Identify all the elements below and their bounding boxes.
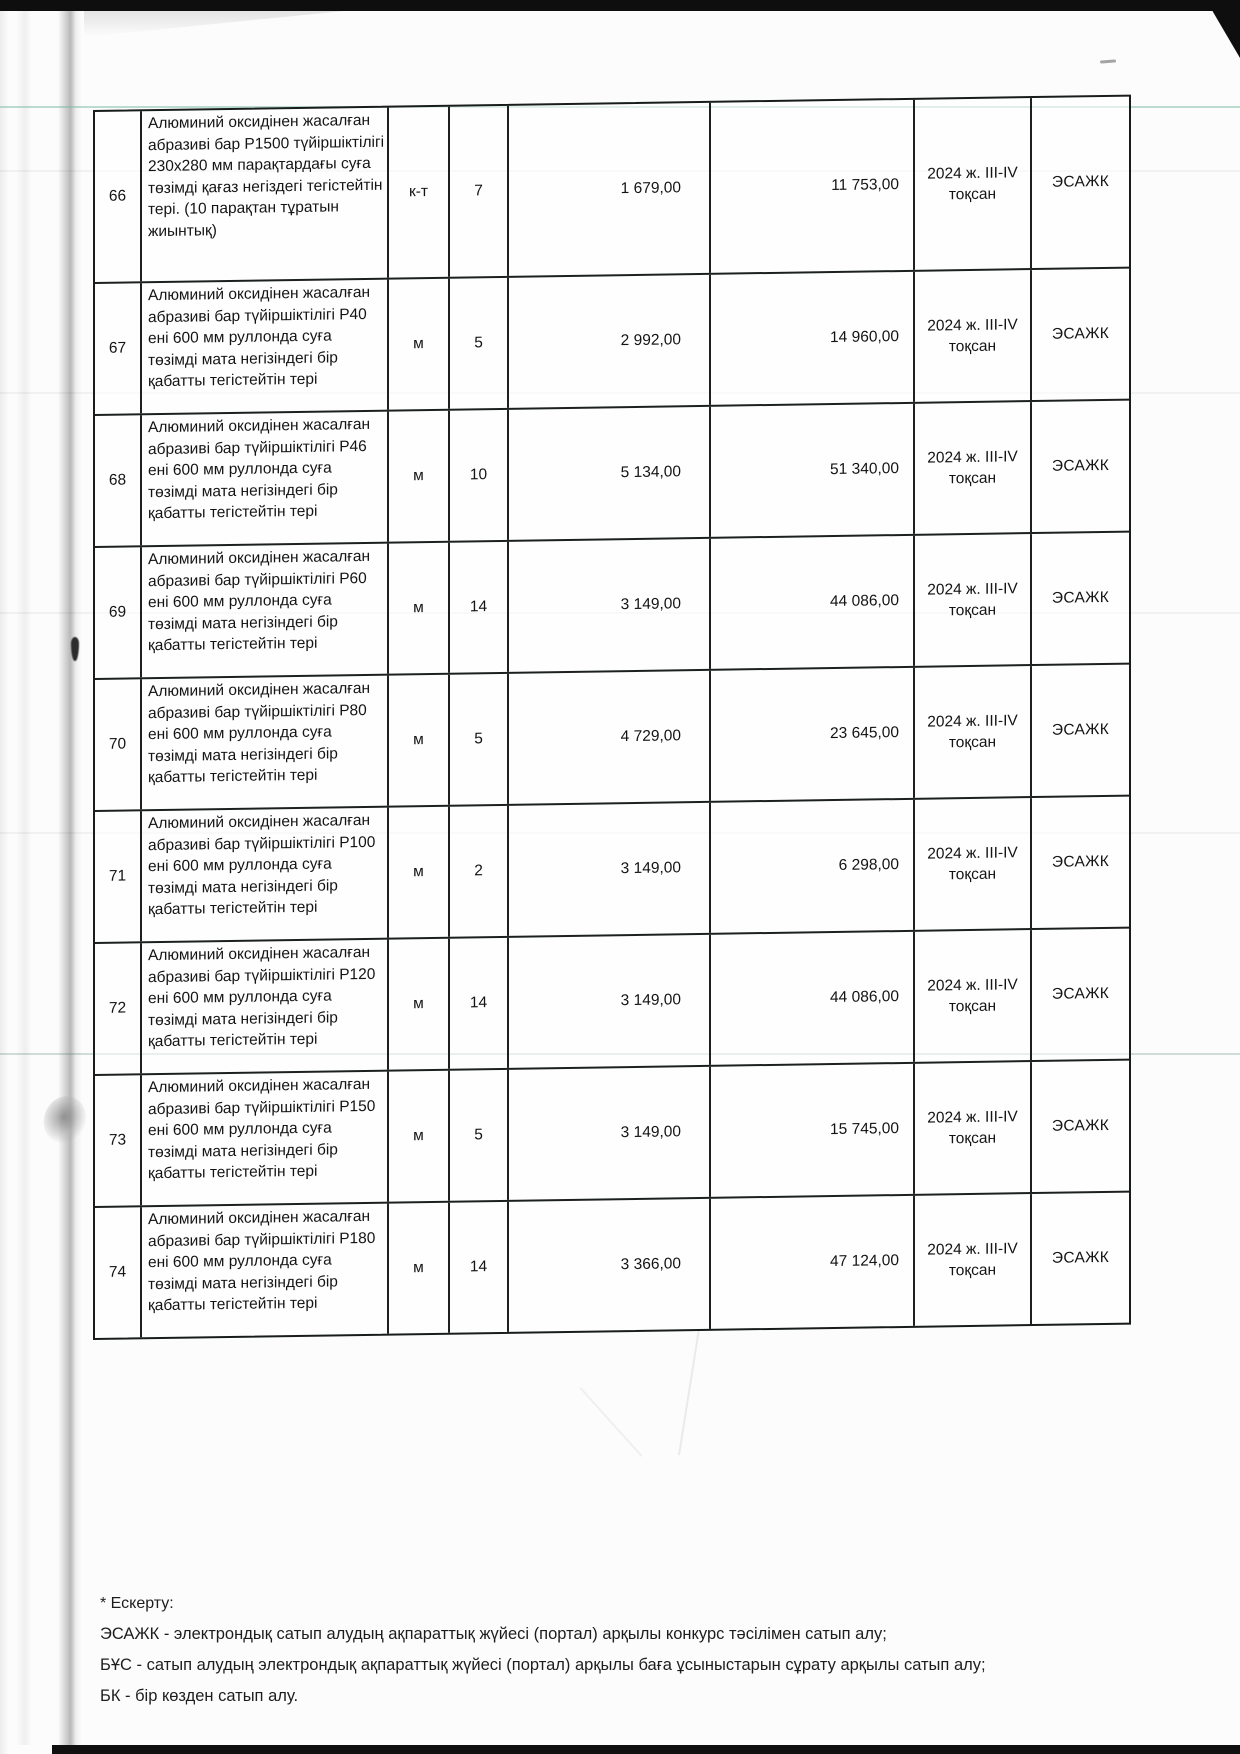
total-price-value: 11 753,00 xyxy=(831,176,899,195)
delivery-period-value: 2024 ж. III-IV тоқсан xyxy=(927,163,1018,204)
unit-price-cell xyxy=(509,935,711,1068)
total-price-cell xyxy=(711,1196,915,1329)
total-price-value: 44 086,00 xyxy=(830,592,899,611)
quantity-cell xyxy=(450,106,509,277)
quantity-value: 10 xyxy=(469,466,488,484)
delivery-period-cell xyxy=(915,1194,1032,1326)
item-description: Алюминий оксидінен жасалған абразиві бар түйіршіктілігі P180 ені 600 мм руллонда суға төзімді мата негізіндегі бір қабатты тегістейтін тері xyxy=(148,1207,376,1315)
item-description-cell xyxy=(142,544,389,678)
unit-of-measure: м xyxy=(413,599,424,617)
unit-price-cell xyxy=(509,1199,711,1332)
table-row xyxy=(95,1193,1129,1338)
row-number: 68 xyxy=(108,471,127,490)
delivery-period-value: 2024 ж. III-IV тоқсан xyxy=(927,447,1018,488)
procurement-method-value: ЭСАЖК xyxy=(1051,589,1110,608)
row-number: 71 xyxy=(108,867,127,886)
delivery-period-value: 2024 ж. III-IV тоқсан xyxy=(927,843,1018,884)
delivery-period-value: 2024 ж. III-IV тоқсан xyxy=(927,1107,1018,1148)
page-fold-shadow xyxy=(58,11,82,1745)
quantity-value: 5 xyxy=(474,1126,483,1144)
quantity-cell xyxy=(450,1202,509,1333)
unit-price-cell xyxy=(509,803,711,936)
unit-of-measure-cell xyxy=(389,675,450,806)
delivery-period-cell xyxy=(915,402,1032,534)
paper-crease xyxy=(579,1387,642,1457)
item-description: Алюминий оксидінен жасалған абразиві бар түйіршіктілігі P40 ені 600 мм руллонда суға төзімді мата негізіндегі бір қабатты тегістейтін тері xyxy=(148,283,371,391)
procurement-method-value: ЭСАЖК xyxy=(1051,325,1110,344)
item-description: Алюминий оксидінен жасалған абразиві бар түйіршіктілігі P150 ені 600 мм руллонда суға төзімді мата негізіндегі бір қабатты тегістейтін тері xyxy=(148,1075,376,1183)
unit-price-value: 1 679,00 xyxy=(620,179,681,198)
unit-price-cell xyxy=(509,539,711,672)
scanner-edge-bottom xyxy=(52,1745,1240,1754)
unit-price-value: 3 149,00 xyxy=(620,595,681,614)
quantity-cell xyxy=(450,410,509,541)
row-number: 66 xyxy=(108,187,127,206)
quantity-cell xyxy=(450,806,509,937)
table-row xyxy=(95,1061,1129,1208)
item-description-cell xyxy=(142,280,389,414)
unit-of-measure-cell xyxy=(389,1071,450,1202)
item-description-cell xyxy=(142,412,389,546)
delivery-period-value: 2024 ж. III-IV тоқсан xyxy=(927,1239,1018,1280)
unit-price-value: 3 149,00 xyxy=(620,991,681,1010)
delivery-period-cell xyxy=(915,666,1032,798)
quantity-value: 7 xyxy=(474,182,483,200)
row-number-cell xyxy=(95,1207,142,1338)
row-number-cell xyxy=(95,111,142,282)
unit-price-value: 2 992,00 xyxy=(620,331,681,350)
row-number-cell xyxy=(95,811,142,942)
quantity-cell xyxy=(450,542,509,673)
unit-of-measure-cell xyxy=(389,411,450,542)
quantity-cell xyxy=(450,938,509,1069)
footnote-line: ЭСАЖК - электрондық сатып алудың ақпараттық жүйесі (портал) арқылы конкурс тәсілімен сатып алу; xyxy=(100,1625,887,1643)
footnote-line: БҰС - сатып алудың электрондық ақпараттық жүйесі (портал) арқылы баға ұсыныстарын сұрату арқылы сатып алу; xyxy=(100,1656,986,1674)
quantity-value: 14 xyxy=(469,598,488,616)
total-price-value: 14 960,00 xyxy=(830,328,899,347)
item-description-cell xyxy=(142,1072,389,1206)
unit-of-measure: к-т xyxy=(408,183,429,201)
table-row xyxy=(95,665,1129,812)
row-number: 72 xyxy=(108,999,127,1018)
table-row xyxy=(95,97,1129,284)
total-price-cell xyxy=(711,800,915,933)
row-number: 67 xyxy=(108,339,127,358)
item-description: Алюминий оксидінен жасалған абразиві бар түйіршіктілігі P100 ені 600 мм руллонда суға төзімді мата негізіндегі бір қабатты тегістейтін тері xyxy=(148,811,376,919)
item-description-cell xyxy=(142,1204,389,1338)
quantity-value: 14 xyxy=(469,1258,488,1276)
unit-price-value: 3 149,00 xyxy=(620,1123,681,1142)
scanner-edge-top xyxy=(0,0,1240,11)
row-number: 74 xyxy=(108,1263,127,1282)
quantity-value: 5 xyxy=(474,730,483,748)
item-description: Алюминий оксидінен жасалған абразиві бар түйіршіктілігі P46 ені 600 мм руллонда суға төзімді мата негізіндегі бір қабатты тегістейтін тері xyxy=(148,415,371,523)
delivery-period-value: 2024 ж. III-IV тоқсан xyxy=(927,975,1018,1016)
item-description-cell xyxy=(142,108,389,282)
total-price-cell xyxy=(711,100,915,273)
underlying-page-edge xyxy=(16,11,32,1745)
unit-price-value: 4 729,00 xyxy=(620,727,681,746)
unit-price-cell xyxy=(509,407,711,540)
row-number: 69 xyxy=(108,603,127,622)
row-number-cell xyxy=(95,415,142,546)
quantity-cell xyxy=(450,1070,509,1201)
procurement-method-value: ЭСАЖК xyxy=(1051,1249,1110,1268)
table-row xyxy=(95,269,1129,416)
scanner-edge-left xyxy=(0,11,8,1754)
total-price-cell xyxy=(711,1064,915,1197)
unit-of-measure-cell xyxy=(389,1203,450,1334)
procurement-method-cell xyxy=(1032,1061,1129,1192)
procurement-method-cell xyxy=(1032,665,1129,796)
total-price-value: 51 340,00 xyxy=(830,460,899,479)
unit-of-measure: м xyxy=(413,863,424,881)
procurement-method-value: ЭСАЖК xyxy=(1051,173,1110,192)
row-number-cell xyxy=(95,283,142,414)
procurement-method-cell xyxy=(1032,797,1129,928)
unit-price-cell xyxy=(509,275,711,408)
total-price-value: 6 298,00 xyxy=(838,856,899,875)
unit-of-measure-cell xyxy=(389,543,450,674)
total-price-cell xyxy=(711,272,915,405)
item-description: Алюминий оксидінен жасалған абразиві бар P1500 түйіршіктілігі 230х280 мм парақтардағы суға төзімді қағаз негіздегі тегістейтін тері. (10 парақтан тұратын жиынтық) xyxy=(148,111,385,240)
item-description: Алюминий оксидінен жасалған абразиві бар түйіршіктілігі P80 ені 600 мм руллонда суға төзімді мата негізіндегі бір қабатты тегістейтін тері xyxy=(148,679,371,787)
delivery-period-value: 2024 ж. III-IV тоқсан xyxy=(927,579,1018,620)
row-number-cell xyxy=(95,547,142,678)
row-number-cell xyxy=(95,679,142,810)
unit-of-measure: м xyxy=(413,731,424,749)
unit-price-value: 3 149,00 xyxy=(620,859,681,878)
unit-of-measure: м xyxy=(413,995,424,1013)
total-price-value: 44 086,00 xyxy=(830,988,899,1007)
quantity-value: 14 xyxy=(469,994,488,1012)
paper-crease xyxy=(678,1329,700,1456)
total-price-cell xyxy=(711,932,915,1065)
table-row xyxy=(95,797,1129,944)
binder-hole-shadow xyxy=(38,1091,93,1150)
delivery-period-value: 2024 ж. III-IV тоқсан xyxy=(927,711,1018,752)
unit-of-measure: м xyxy=(413,1127,424,1145)
table-row xyxy=(95,929,1129,1076)
unit-of-measure-cell xyxy=(389,939,450,1070)
delivery-period-cell xyxy=(915,798,1032,930)
footnote-line: БК - бір көзден сатып алу. xyxy=(100,1687,299,1705)
delivery-period-cell xyxy=(915,1062,1032,1194)
delivery-period-value: 2024 ж. III-IV тоқсан xyxy=(927,315,1018,356)
procurement-method-cell xyxy=(1032,269,1129,400)
procurement-method-value: ЭСАЖК xyxy=(1051,985,1110,1004)
procurement-method-value: ЭСАЖК xyxy=(1051,457,1110,476)
quantity-value: 2 xyxy=(474,862,483,880)
delivery-period-cell xyxy=(915,270,1032,402)
unit-price-cell xyxy=(509,1067,711,1200)
table-row xyxy=(95,401,1129,548)
quantity-cell xyxy=(450,674,509,805)
item-description-cell xyxy=(142,940,389,1074)
item-description-cell xyxy=(142,676,389,810)
procurement-method-cell xyxy=(1032,929,1129,1060)
row-number: 73 xyxy=(108,1131,127,1150)
procurement-method-cell xyxy=(1032,533,1129,664)
procurement-method-cell xyxy=(1032,1193,1129,1324)
unit-of-measure-cell xyxy=(389,279,450,410)
quantity-value: 5 xyxy=(474,334,483,352)
scan-smudge xyxy=(84,11,344,37)
delivery-period-cell xyxy=(915,930,1032,1062)
procurement-method-cell xyxy=(1032,401,1129,532)
unit-price-cell xyxy=(509,671,711,804)
procurement-table xyxy=(93,95,1131,1340)
item-description: Алюминий оксидінен жасалған абразиві бар түйіршіктілігі P120 ені 600 мм руллонда суға төзімді мата негізіндегі бір қабатты тегістейтін тері xyxy=(148,943,376,1051)
unit-of-measure: м xyxy=(413,1259,424,1277)
total-price-cell xyxy=(711,668,915,801)
item-description-cell xyxy=(142,808,389,942)
quantity-cell xyxy=(450,278,509,409)
item-description: Алюминий оксидінен жасалған абразиві бар түйіршіктілігі P60 ені 600 мм руллонда суға төзімді мата негізіндегі бір қабатты тегістейтін тері xyxy=(148,547,371,655)
delivery-period-cell xyxy=(915,534,1032,666)
footnote-header: * Ескерту: xyxy=(100,1595,174,1612)
unit-of-measure: м xyxy=(413,467,424,485)
scan-pen-mark xyxy=(1100,59,1116,63)
procurement-method-cell xyxy=(1032,97,1129,268)
delivery-period-cell xyxy=(915,98,1032,270)
row-number-cell xyxy=(95,943,142,1074)
unit-of-measure-cell xyxy=(389,107,450,278)
unit-price-cell xyxy=(509,103,711,276)
total-price-cell xyxy=(711,536,915,669)
table-row xyxy=(95,533,1129,680)
procurement-method-value: ЭСАЖК xyxy=(1051,853,1110,872)
procurement-method-value: ЭСАЖК xyxy=(1051,1117,1110,1136)
unit-of-measure-cell xyxy=(389,807,450,938)
total-price-value: 23 645,00 xyxy=(830,724,899,743)
total-price-value: 15 745,00 xyxy=(830,1120,899,1139)
total-price-value: 47 124,00 xyxy=(830,1252,899,1271)
unit-price-value: 5 134,00 xyxy=(620,463,681,482)
row-number: 70 xyxy=(108,735,127,754)
procurement-method-value: ЭСАЖК xyxy=(1051,721,1110,740)
footnotes-block xyxy=(100,1588,1180,1712)
total-price-cell xyxy=(711,404,915,537)
unit-of-measure: м xyxy=(413,335,424,353)
unit-price-value: 3 366,00 xyxy=(620,1255,681,1274)
row-number-cell xyxy=(95,1075,142,1206)
